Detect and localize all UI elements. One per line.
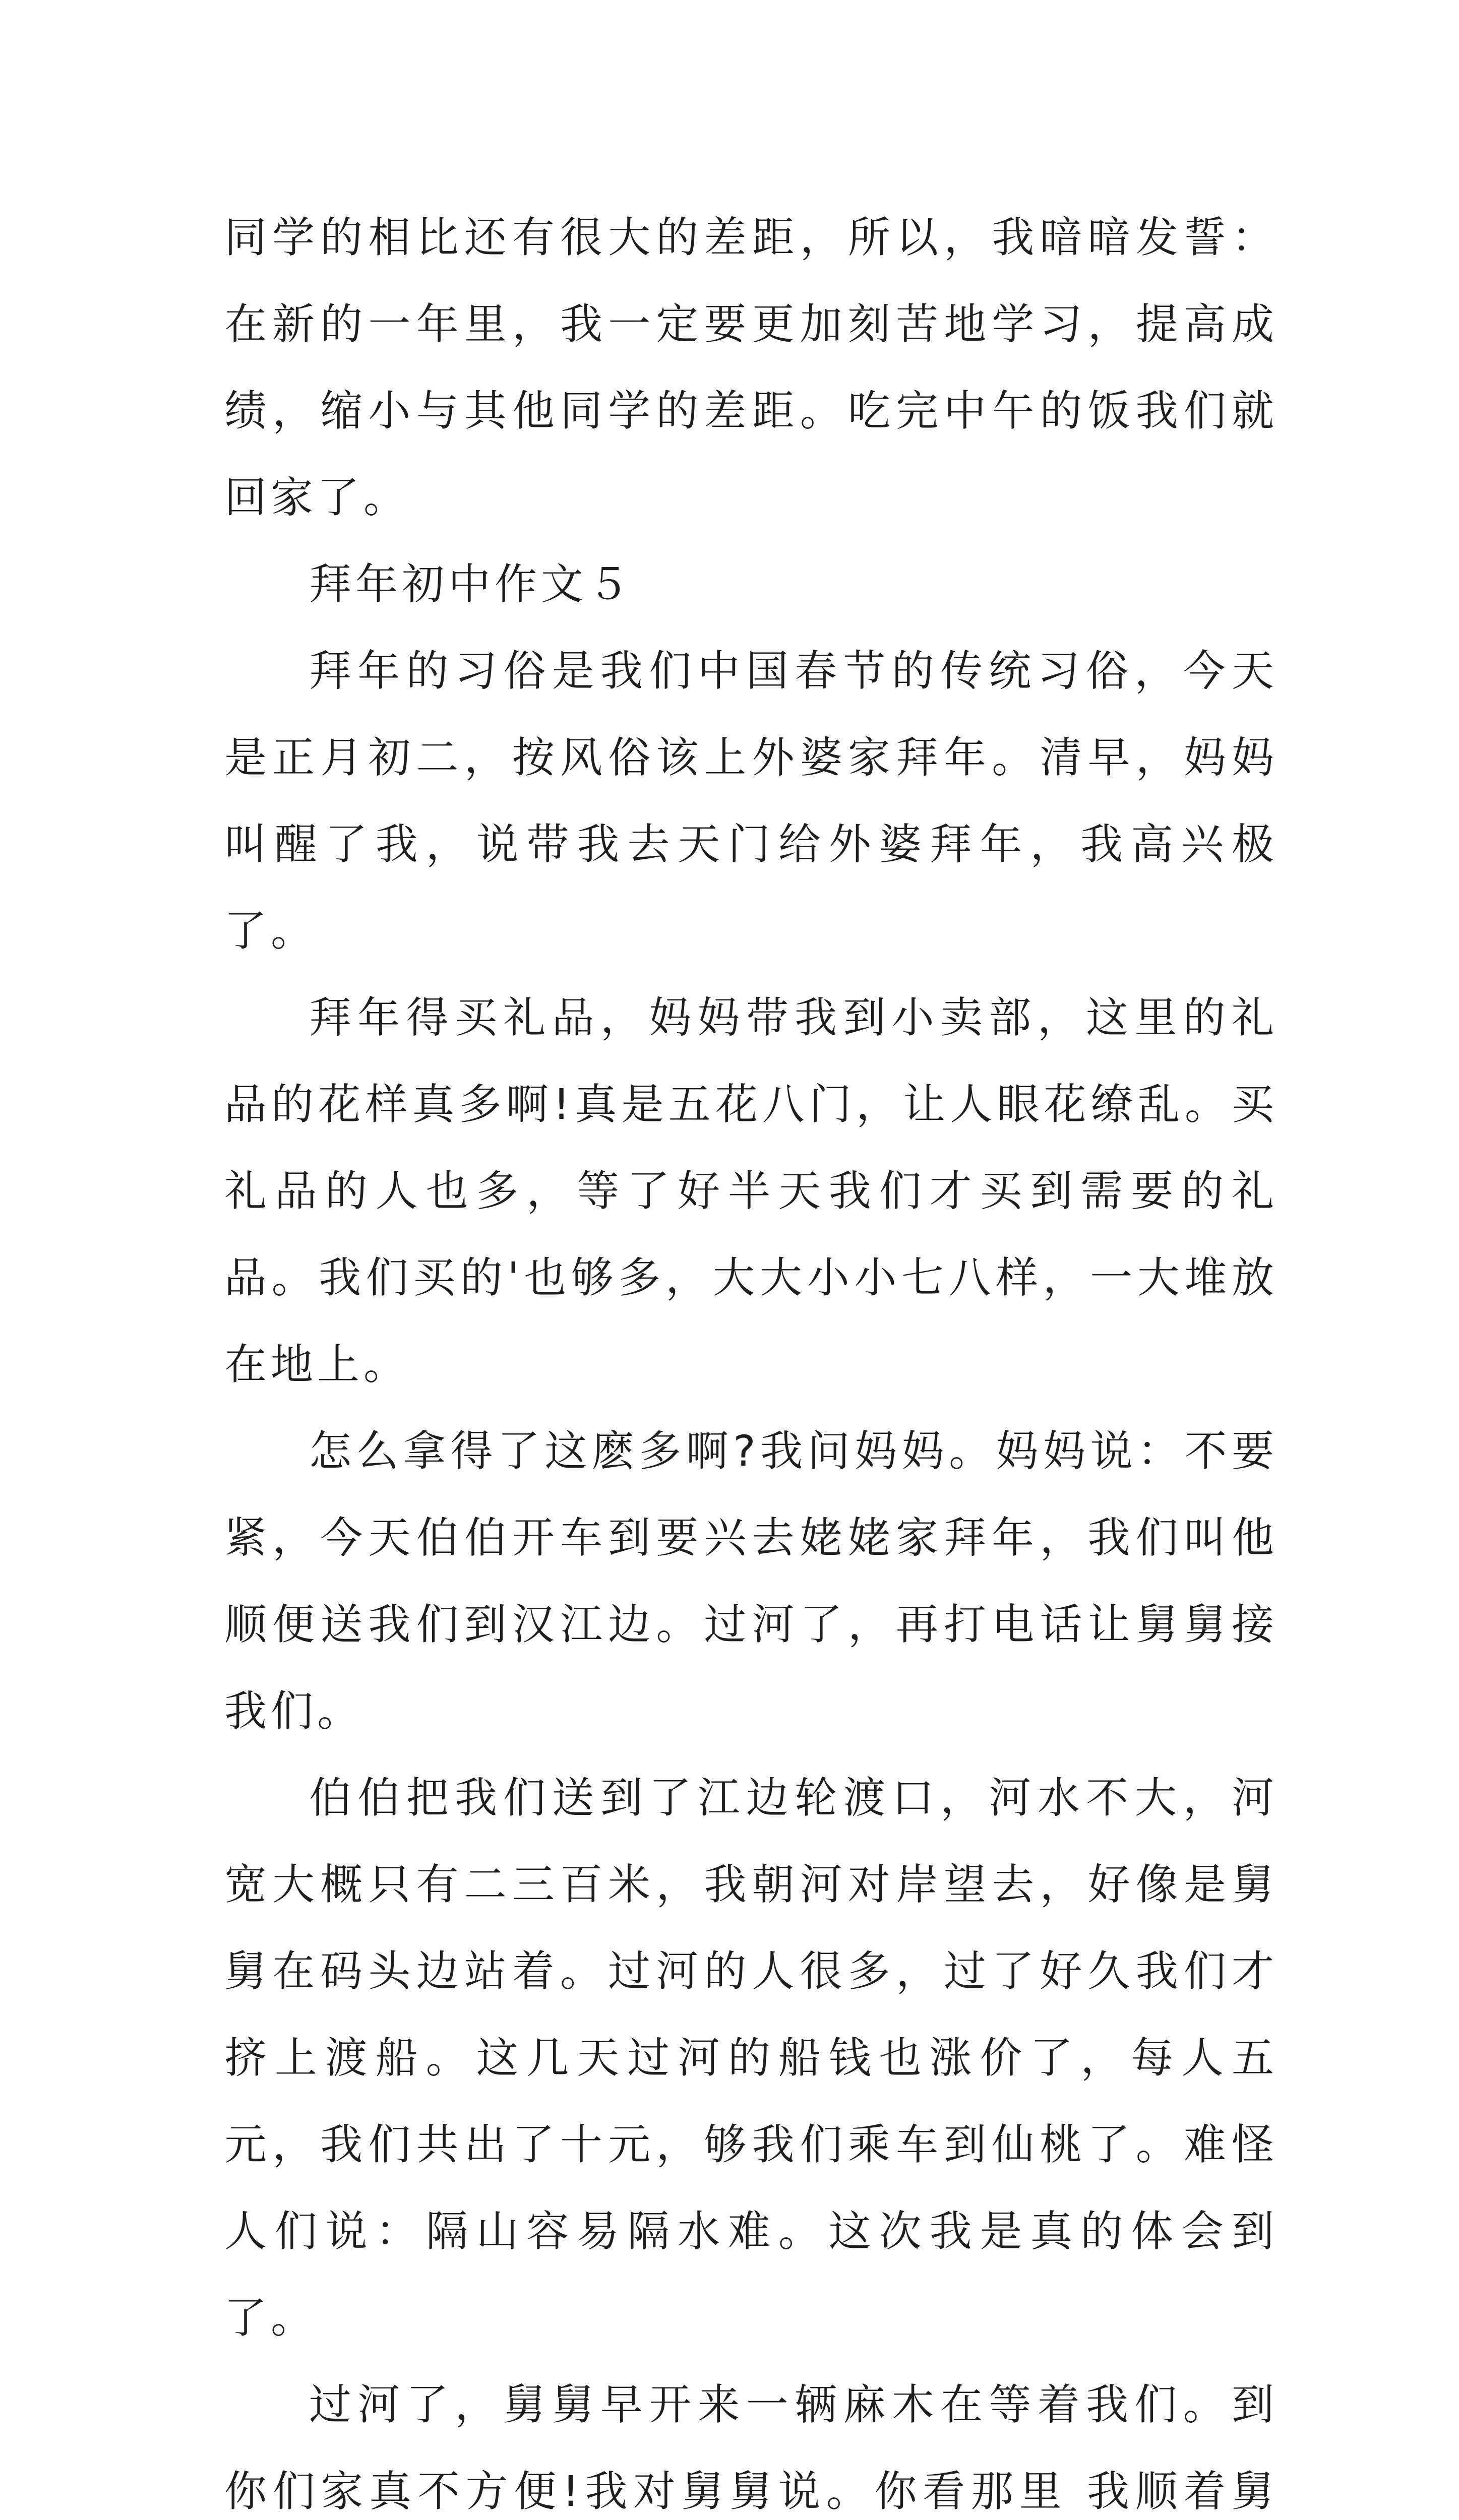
section-heading: 拜年初中作文５ [309, 559, 634, 609]
paragraph-bridge: 过河了，舅舅早开来一辆麻木在等着我们。到你们家真不方便!我对舅舅说。你看那里 我顺着舅 [224, 2380, 1278, 2516]
document-body [224, 194, 1278, 2520]
paragraph-intro: 拜年的习俗是我们中国春节的传统习俗，今天是正月初二，按风俗该上外婆家拜年。清早，妈妈叫醒了我，说带我去天门给外婆拜年，我高兴极了。 [224, 646, 1278, 956]
paragraph-question: 怎么拿得了这麽多啊?我问妈妈。妈妈说：不要紧，今天伯伯开车到要兴去姥姥家拜年，我们叫他顺便送我们到汉江边。过河了，再打电话让舅舅接我们。 [224, 1426, 1278, 1736]
paragraph-ferry: 伯伯把我们送到了江边轮渡口，河水不大，河宽大概只有二三百米，我朝河对岸望去，好像是舅舅在码头边站着。过河的人很多，过了好久我们才挤上渡船。这几天过河的船钱也涨价了，每人五元，我们共出了十元，够我们乘车到仙桃了。难怪人们说：隔山容易隔水难。这次我是真的体会到了。 [224, 1773, 1278, 2343]
paragraph-continuation: 同学的相比还有很大的差距，所以，我暗暗发誓：在新的一年里，我一定要更加刻苦地学习，提高成绩，缩小与其他同学的差距。吃完中午的饭我们就回家了。 [224, 213, 1278, 522]
paragraph-gifts: 拜年得买礼品，妈妈带我到小卖部，这里的礼品的花样真多啊!真是五花八门，让人眼花缭乱。买礼品的人也多，等了好半天我们才买到需要的礼品。我们买的'也够多，大大小小七八样，一大堆放在地上。 [224, 993, 1278, 1389]
